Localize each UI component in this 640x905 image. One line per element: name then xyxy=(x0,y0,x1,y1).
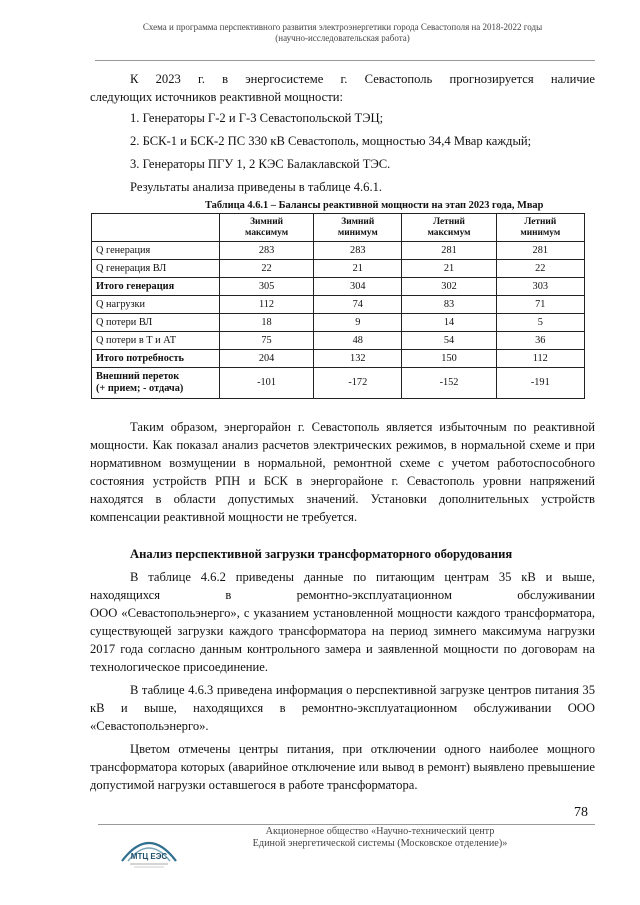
table-cell: 112 xyxy=(220,296,314,314)
table-cell: 5 xyxy=(496,314,584,332)
section-paragraph-2: В таблице 4.6.3 приведена информация о перспективной загрузке центров питания 35 кВ и выше, находящихся в ремонтно-эксплуатационном обслуживании ООО «Севастопольэнерго». xyxy=(90,683,595,733)
results-sentence: Результаты анализа приведены в таблице 4.6.1. xyxy=(130,180,383,194)
table-cell: 36 xyxy=(496,332,584,350)
conclusion-paragraph: Таким образом, энергорайон г. Севастополь является избыточным по реактивной мощности. Как показал анализ расчетов электрических режимов, в нормальной схеме и при нормативном возмущении в нормальной, ремонтной схеме с учетом работоспособного состояния устройств РПН и БСК в энергорайоне г. Севастополь уровни напряжений находятся в области допустимых значений. Установки дополнительных устройств компенсации реактивной мощности не требуется. xyxy=(90,420,595,524)
logo-text: МТЦ ЕЭС xyxy=(130,852,168,861)
table-cell: 112 xyxy=(496,350,584,368)
table-cell: 54 xyxy=(402,332,496,350)
table-cell: 150 xyxy=(402,350,496,368)
intro-paragraph-tail: следующих источников реактивной мощности: xyxy=(90,90,343,104)
table-cell: -172 xyxy=(314,368,402,399)
table-cell: 14 xyxy=(402,314,496,332)
page-number: 78 xyxy=(574,805,588,820)
row-label: Итого генерация xyxy=(92,278,220,296)
footer-org-line-2: Единой энергетической системы (Московское отделение)» xyxy=(252,838,508,849)
table-cell: -191 xyxy=(496,368,584,399)
section-heading: Анализ перспективной загрузки трансформаторного оборудования xyxy=(130,547,513,561)
footer-divider xyxy=(98,824,595,825)
header-subtitle: (научно-исследовательская работа) xyxy=(275,33,410,43)
table-row xyxy=(92,332,585,350)
table-cell: 22 xyxy=(496,260,584,278)
table-cell: 204 xyxy=(220,350,314,368)
section-paragraph-1-rest: ООО «Севастопольэнерго», с указанием установленной мощности каждого трансформатора, существующей загрузки каждого трансформатора на период зимнего максимума нагрузки 2017 года согласно данным контрольного замера и заявленной мощности по договорам на технологическое присоединение. xyxy=(90,606,595,674)
table-cell: 21 xyxy=(402,260,496,278)
source-item-2: 2. БСК-1 и БСК-2 ПС 330 кВ Севастополь, мощностью 34,4 Мвар каждый; xyxy=(130,134,532,148)
table-cell: 48 xyxy=(314,332,402,350)
source-item-1: 1. Генераторы Г-2 и Г-3 Севастопольской ТЭЦ; xyxy=(130,111,384,125)
table-cell: 83 xyxy=(402,296,496,314)
table-cell: 283 xyxy=(220,242,314,260)
running-header xyxy=(90,22,595,44)
footer-org-line-1: Акционерное общество «Научно-технический центр xyxy=(265,826,495,837)
header-title: Схема и программа перспективного развития электроэнергетики города Севастополя на 2018-2022 годы xyxy=(142,22,543,32)
transformer-section xyxy=(90,545,595,794)
row-label: Q генерация ВЛ xyxy=(92,260,220,278)
table-cell: 281 xyxy=(402,242,496,260)
table-row xyxy=(92,314,585,332)
table-row xyxy=(92,278,585,296)
table-cell: 304 xyxy=(314,278,402,296)
table-cell: 18 xyxy=(220,314,314,332)
table-cell: 132 xyxy=(314,350,402,368)
row-label: Q генерация xyxy=(92,242,220,260)
column-header-summer-max: Летний максимум xyxy=(402,214,496,242)
section-paragraph-1-lead: В таблице 4.6.2 приведены данные по питающим центрам 35 кВ и выше, xyxy=(130,570,595,584)
column-header-summer-min: Летний минимум xyxy=(496,214,584,242)
table-cell: 9 xyxy=(314,314,402,332)
row-label: Q потери ВЛ xyxy=(92,314,220,332)
intro-block xyxy=(90,70,595,196)
table-row xyxy=(92,350,585,368)
conclusion-block xyxy=(90,418,595,526)
table-cell: -101 xyxy=(220,368,314,399)
table-header-row xyxy=(92,214,585,242)
row-label: Итого потребность xyxy=(92,350,220,368)
header-empty-cell xyxy=(92,214,220,242)
table-cell: 74 xyxy=(314,296,402,314)
table-row xyxy=(92,368,585,399)
table-cell: 71 xyxy=(496,296,584,314)
row-label: Q нагрузки xyxy=(92,296,220,314)
table-row xyxy=(92,242,585,260)
section-paragraph-1-line2: находящихся в ремонтно-эксплуатационном обслуживании xyxy=(90,588,595,602)
table-row xyxy=(92,296,585,314)
row-label: Q потери в Т и АТ xyxy=(92,332,220,350)
table-cell: 305 xyxy=(220,278,314,296)
intro-paragraph-lead: К 2023 г. в энергосистеме г. Севастополь прогнозируется наличие xyxy=(130,72,595,86)
table-cell: 302 xyxy=(402,278,496,296)
header-divider xyxy=(95,60,595,61)
table-cell: -152 xyxy=(402,368,496,399)
table-cell: 21 xyxy=(314,260,402,278)
table-cell: 303 xyxy=(496,278,584,296)
reactive-power-balance-table xyxy=(91,213,585,399)
company-logo-icon xyxy=(118,833,180,873)
table-caption: Таблица 4.6.1 – Балансы реактивной мощности на этап 2023 года, Мвар xyxy=(205,200,544,211)
footer-organization xyxy=(200,826,560,850)
table-cell: 75 xyxy=(220,332,314,350)
column-header-winter-max: Зимний максимум xyxy=(220,214,314,242)
table-cell: 22 xyxy=(220,260,314,278)
table-cell: 281 xyxy=(496,242,584,260)
source-item-3: 3. Генераторы ПГУ 1, 2 КЭС Балаклавской ТЭС. xyxy=(130,157,391,171)
section-paragraph-3: Цветом отмечены центры питания, при отключении одного наиболее мощного трансформатора которых (аварийное отключение или вывод в ремонт) выявлено превышение допустимой нагрузки оставшегося в работе трансформатора. xyxy=(90,742,595,792)
table-cell: 283 xyxy=(314,242,402,260)
row-label: Внешний переток (+ прием; - отдача) xyxy=(92,368,220,399)
table-row xyxy=(92,260,585,278)
column-header-winter-min: Зимний минимум xyxy=(314,214,402,242)
